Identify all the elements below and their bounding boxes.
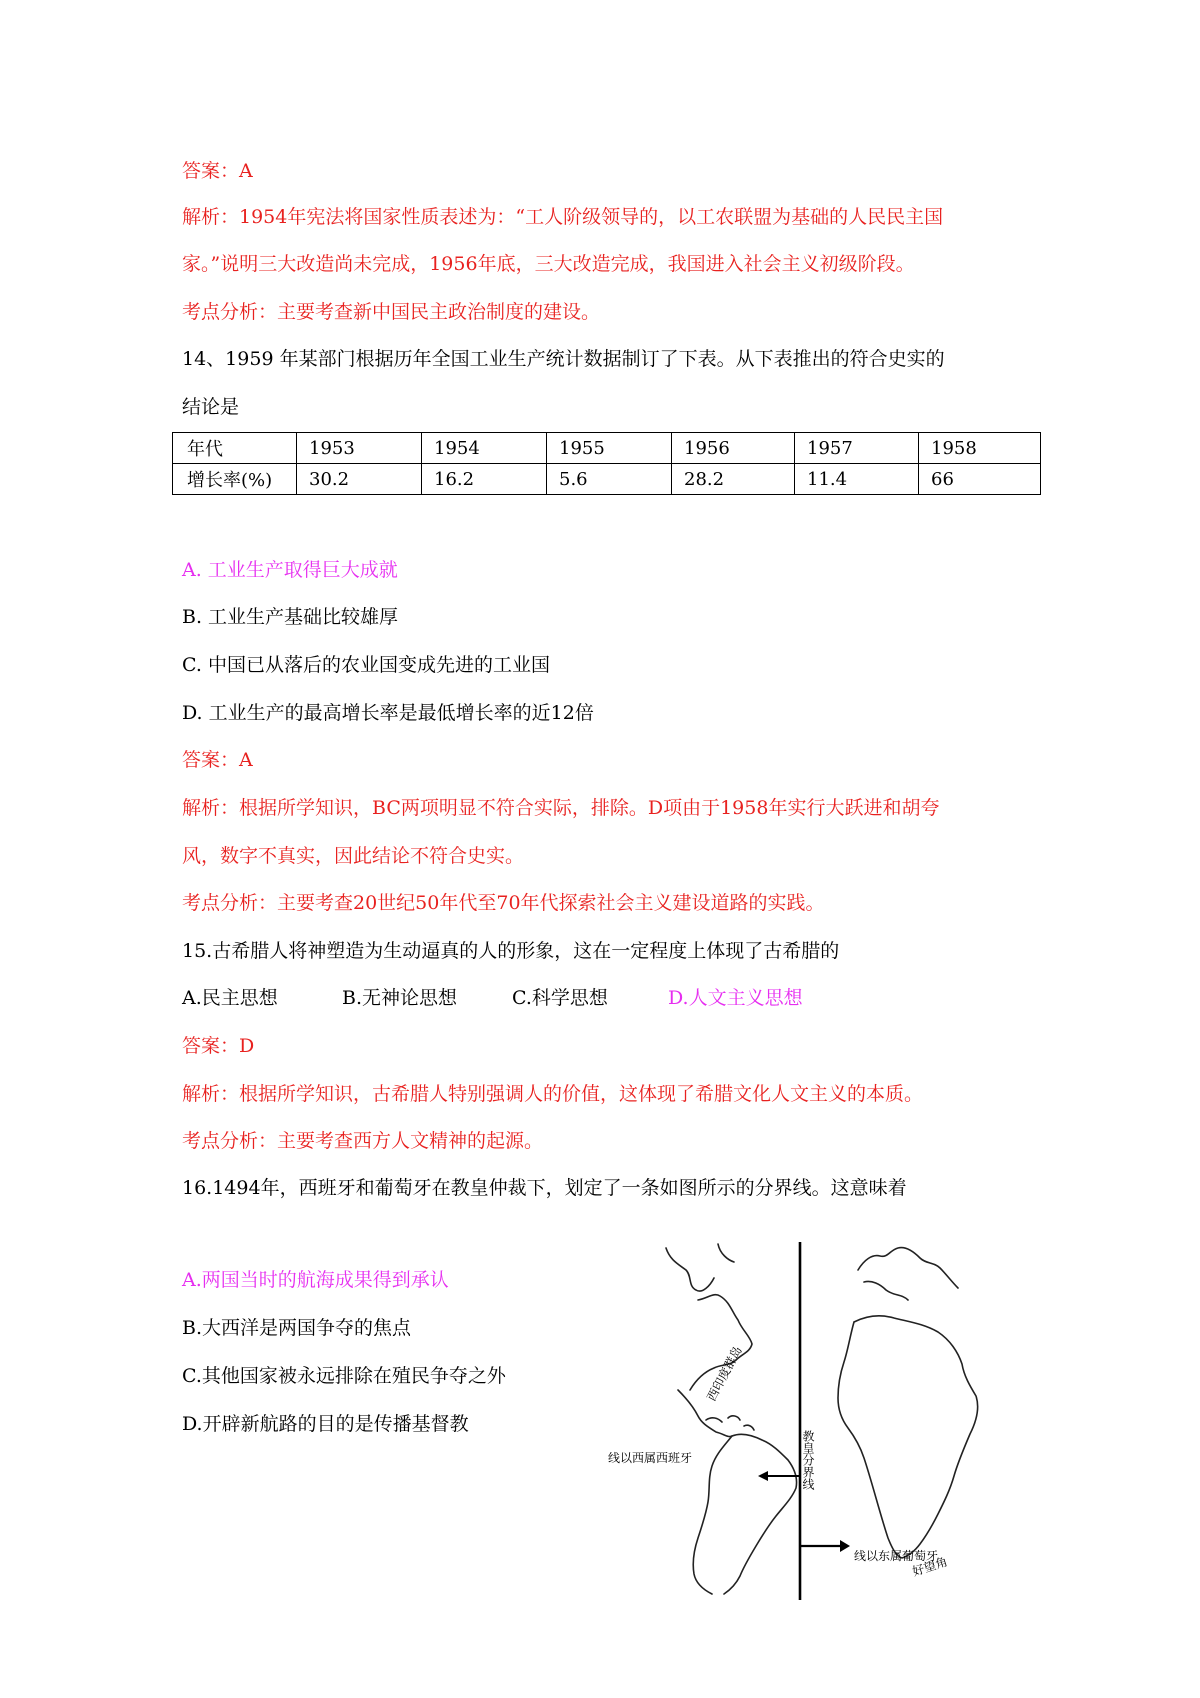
q13-point-analysis: 考点分析：主要考查新中国民主政治制度的建设。 <box>182 301 601 323</box>
table-cell: 66 <box>919 464 1041 495</box>
q16-option-b: B.大西洋是两国争夺的焦点 <box>182 1317 412 1339</box>
q14-stem-line2: 结论是 <box>182 396 240 418</box>
table-cell: 1958 <box>919 433 1041 464</box>
q14-option-b: B. 工业生产基础比较雄厚 <box>182 606 399 628</box>
caribbean-islands <box>706 1416 754 1430</box>
table-cell: 1955 <box>547 433 672 464</box>
table-cell: 28.2 <box>672 464 795 495</box>
table-row-year <box>173 433 1041 464</box>
q13-analysis-line1: 解析：1954年宪法将国家性质表述为：“工人阶级领导的，以工农联盟为基础的人民民主国 <box>182 206 944 228</box>
europe-coast <box>858 1248 958 1300</box>
table-cell: 30.2 <box>297 464 422 495</box>
label-west-indies: 西印度群岛 <box>704 1343 745 1404</box>
q14-point-analysis: 考点分析：主要考查20世纪50年代至70年代探索社会主义建设道路的实践。 <box>182 892 825 914</box>
q16-option-d: D.开辟新航路的目的是传播基督教 <box>182 1413 469 1435</box>
table-cell: 1953 <box>297 433 422 464</box>
q15-stem: 15.古希腊人将神塑造为生动逼真的人的形象，这在一定程度上体现了古希腊的 <box>182 940 840 962</box>
q15-option-c: C.科学思想 <box>512 987 608 1009</box>
table-cell: 1957 <box>795 433 919 464</box>
table-cell: 5.6 <box>547 464 672 495</box>
q15-option-b: B.无神论思想 <box>342 987 458 1009</box>
south-america-coast <box>693 1434 796 1594</box>
arrow-west-icon <box>758 1471 800 1481</box>
arrow-east-icon <box>800 1540 850 1552</box>
table-cell: 1954 <box>422 433 547 464</box>
growth-rate-table <box>172 432 1041 495</box>
q14-analysis-line1: 解析：根据所学知识，BC两项明显不符合实际，排除。D项由于1958年实行大跃进和胡夸 <box>182 797 940 819</box>
label-west-spain: 线以西属西班牙 <box>608 1451 693 1465</box>
q14-option-d: D. 工业生产的最高增长率是最低增长率的近12倍 <box>182 702 594 724</box>
label-papal-line: 教皇分界线 <box>801 1430 815 1490</box>
q14-analysis-line2: 风，数字不真实，因此结论不符合史实。 <box>182 845 525 867</box>
north-america-coast <box>666 1244 752 1390</box>
q15-option-a: A.民主思想 <box>182 987 278 1009</box>
label-cape-good-hope: 好望角 <box>910 1554 950 1579</box>
q16-option-c: C.其他国家被永远排除在殖民争夺之外 <box>182 1365 506 1387</box>
label-east-portugal: 线以东属葡萄牙 <box>854 1549 939 1563</box>
q15-point-analysis: 考点分析：主要考查西方人文精神的起源。 <box>182 1130 544 1152</box>
q13-answer: 答案：A <box>182 160 253 182</box>
table-cell: 增长率(%) <box>173 464 297 495</box>
q13-analysis-line2: 家。”说明三大改造尚未完成，1956年底，三大改造完成，我国进入社会主义初级阶段。 <box>182 253 915 275</box>
demarcation-line-map <box>608 1240 1010 1602</box>
table-cell: 16.2 <box>422 464 547 495</box>
table-row-rate <box>173 464 1041 495</box>
q15-option-d: D.人文主义思想 <box>668 987 803 1009</box>
table-cell: 11.4 <box>795 464 919 495</box>
q14-answer: 答案：A <box>182 749 253 771</box>
q15-answer: 答案：D <box>182 1035 255 1057</box>
q14-option-a: A. 工业生产取得巨大成就 <box>182 559 398 581</box>
q14-stem-line1: 14、1959 年某部门根据历年全国工业生产统计数据制订了下表。从下表推出的符合史实的 <box>182 348 945 370</box>
q16-option-a: A.两国当时的航海成果得到承认 <box>182 1269 449 1291</box>
table-cell: 年代 <box>173 433 297 464</box>
q15-analysis: 解析：根据所学知识，古希腊人特别强调人的价值，这体现了希腊文化人文主义的本质。 <box>182 1083 924 1105</box>
q16-stem: 16.1494年，西班牙和葡萄牙在教皇仲裁下，划定了一条如图所示的分界线。这意味着 <box>182 1177 907 1199</box>
q14-option-c: C. 中国已从落后的农业国变成先进的工业国 <box>182 654 550 676</box>
africa-coast <box>838 1316 978 1558</box>
table-cell: 1956 <box>672 433 795 464</box>
